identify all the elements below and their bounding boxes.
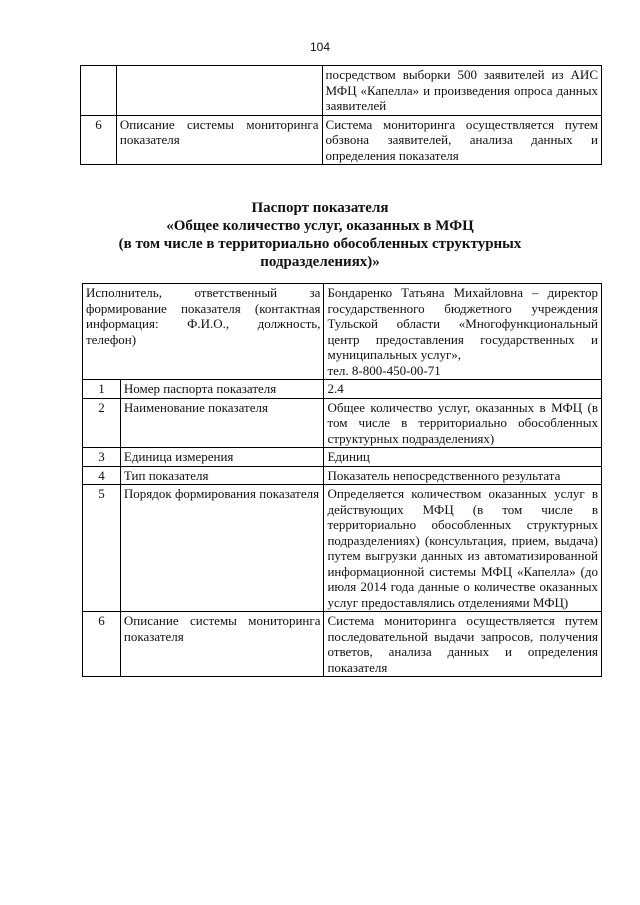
row-value: 2.4 [324,380,602,399]
row-label: Единица измерения [120,448,324,467]
title-line: (в том числе в территориально обособленных структурных [118,236,522,252]
row-number: 6 [81,115,117,165]
row-label: Тип показателя [120,466,324,485]
row-value: посредством выборки 500 заявителей из АИС МФЦ «Капелла» и произведения опроса данных заявителей [322,66,601,116]
title-line: подразделениях)» [260,254,380,270]
row-number: 5 [83,485,121,612]
continuation-table [80,65,602,165]
row-label [116,66,322,116]
table-row [81,115,602,165]
row-value: Система мониторинга осуществляется путем последовательной выдачи запросов, получения ответов, анализа данных и определения показателя [324,612,602,677]
row-label: Порядок формирования показателя [120,485,324,612]
executor-name: Бондаренко Татьяна Михайловна – директор государственного бюджетного учреждения Тульской области «Многофункциональный центр предоставления государственных и муниципальных услуг», [327,285,598,362]
table-row [83,398,602,448]
row-number: 3 [83,448,121,467]
executor-phone: тел. 8-800-450-00-71 [327,362,441,378]
row-number: 6 [83,612,121,677]
executor-label: Исполнитель, ответственный за формирование показателя (контактная информация: Ф.И.О., должность, телефон) [83,284,324,380]
table-row [83,612,602,677]
row-label: Описание системы мониторинга показателя [116,115,322,165]
row-value: Система мониторинга осуществляется путем обзвона заявителей, анализа данных и определения показателя [322,115,601,165]
row-number: 4 [83,466,121,485]
row-label: Номер паспорта показателя [120,380,324,399]
row-label: Наименование показателя [120,398,324,448]
row-number: 2 [83,398,121,448]
table-row [83,485,602,612]
table-row [81,66,602,116]
row-number: 1 [83,380,121,399]
row-value: Определяется количеством оказанных услуг в действующих МФЦ (в том числе в территориально обособленных структурных подразделениях) (консультация, прием, выдача) путем выгрузки данных из автоматизированной информационной системы МФЦ «Капелла» (до июля 2014 года данные о количестве оказанных услуг предоставлялись отделениями МФЦ) [324,485,602,612]
executor-value [324,284,602,380]
title-line: Паспорт показателя [251,200,389,216]
header-row [83,284,602,380]
row-value: Показатель непосредственного результата [324,466,602,485]
row-value: Единиц [324,448,602,467]
table-row [83,466,602,485]
table-row [83,448,602,467]
row-value: Общее количество услуг, оказанных в МФЦ (в том числе в территориально обособленных структурных подразделениях) [324,398,602,448]
row-label: Описание системы мониторинга показателя [120,612,324,677]
page-number: 104 [309,40,331,54]
title-line: «Общее количество услуг, оказанных в МФЦ [166,218,474,234]
row-number [81,66,117,116]
passport-title [0,199,640,271]
passport-table [82,283,602,677]
table-row [83,380,602,399]
